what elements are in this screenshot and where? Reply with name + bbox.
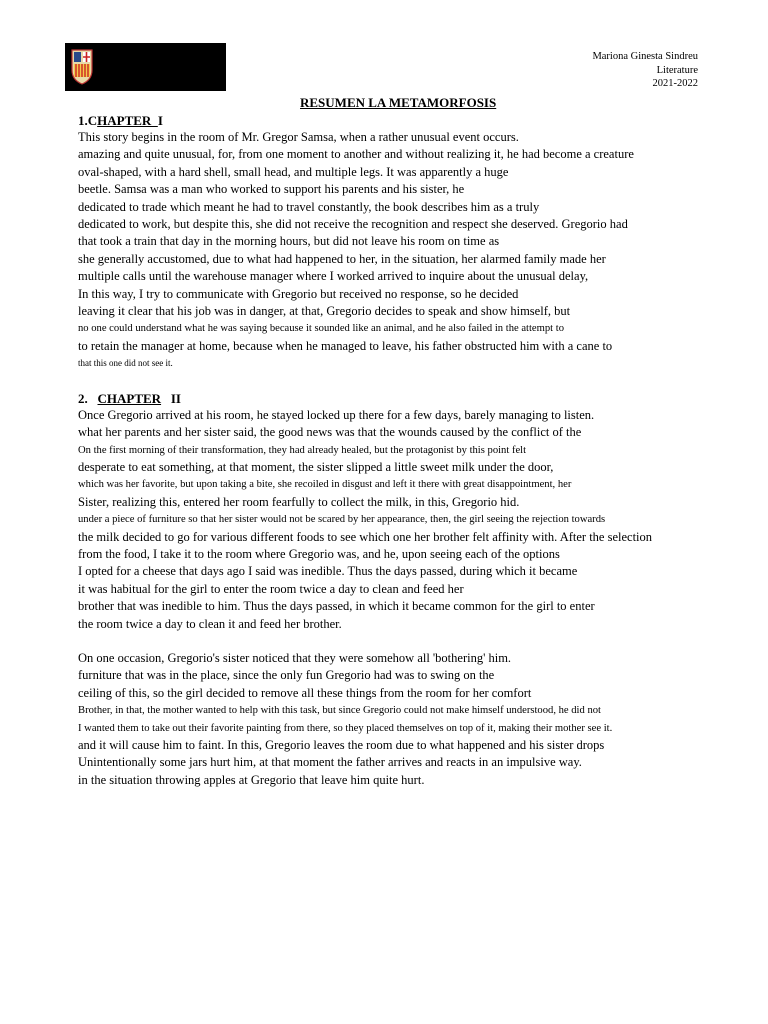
text-line: On the first morning of their transformation, they had already healed, but the protagonist by this point felt [78,444,527,456]
chapter-2-number: 2. [78,390,98,406]
text-line: which was her favorite, but upon taking a bite, she recoiled in disgust and left it there with great disappointment, her [78,479,572,491]
chapter-2-paragraph-2 [78,650,690,789]
text-line: that this one did not see it. [78,358,173,369]
text-line: the room twice a day to clean it and feed her brother. [78,616,342,631]
crest-icon [69,46,95,86]
chapter-1-heading [78,112,690,129]
text-line: she generally accustomed, due to what had happened to her, in the situation, her alarmed family made her [78,251,606,266]
text-line: desperate to eat something, at that moment, the sister slipped a little sweet milk under the door, [78,459,554,474]
text-line: ceiling of this, so the girl decided to remove all these things from the room for her comfort [78,685,532,700]
chapter-1-roman: I [157,113,163,128]
text-line: I wanted them to take out their favorite painting from there, so they placed themselves on top of it, making their mother see it. [78,722,613,734]
text-line: no one could understand what he was saying because it sounded like an animal, and he also failed in the attempt to [78,323,564,335]
chapter-1-label: HAPTER [97,113,158,128]
text-line: amazing and quite unusual, for, from one moment to another and without realizing it, he had become a creature [78,147,634,162]
text-line: In this way, I try to communicate with Gregorio but received no response, so he decided [78,286,519,301]
text-line: to retain the manager at home, because when he managed to leave, his father obstructed him with a cane to [78,338,613,353]
text-line: dedicated to trade which meant he had to travel constantly, the book describes him as a truly [78,199,540,214]
text-line: Sister, realizing this, entered her room fearfully to collect the milk, in this, Gregorio hid. [78,494,520,509]
text-line: and it will cause him to faint. In this, Gregorio leaves the room due to what happened and his sister drops [78,738,605,752]
chapter-1-number: 1.C [78,113,98,128]
text-line: from the food, I take it to the room where Gregorio was, and he, upon seeing each of the options [78,546,560,561]
text-line: furniture that was in the place, since the only fun Gregorio had was to swing on the [78,668,495,683]
text-line: This story begins in the room of Mr. Gregor Samsa, when a rather unusual event occurs. [78,130,519,144]
text-line: under a piece of furniture so that her sister would not be scared by her appearance, then, the girl seeing the rejection towards [78,514,606,526]
text-line: that took a train that day in the morning hours, but did not leave his room on time as [78,234,500,249]
text-line: Brother, in that, the mother wanted to help with this task, but since Gregorio could not make himself understood, he did not [78,705,601,717]
text-line: brother that was inedible to him. Thus the days passed, in which it became common for the girl to enter [78,599,595,614]
chapter-2-roman: II [161,390,181,406]
document-title: RESUMEN LA METAMORFOSIS [300,95,497,110]
school-logo [65,43,226,91]
text-line: it was habitual for the girl to enter the room twice a day to clean and feed her [78,581,464,596]
document-body [78,112,690,789]
document-header [592,50,698,91]
text-line: what her parents and her sister said, the good news was that the wounds caused by the conflict of the [78,425,582,440]
text-line: beetle. Samsa was a man who worked to support his parents and his sister, he [78,182,465,197]
text-line: leaving it clear that his job was in danger, at that, Gregorio decides to speak and show himself, but [78,304,571,319]
text-line: in the situation throwing apples at Gregorio that leave him quite hurt. [78,772,425,787]
text-line: Once Gregorio arrived at his room, he stayed locked up there for a few days, barely managing to listen. [78,407,595,422]
text-line: the milk decided to go for various different foods to see which one her brother felt affinity with. After the selection [78,529,653,544]
author-name: Mariona Ginesta Sindreu [592,51,698,62]
chapter-1-text [78,129,690,373]
text-line: On one occasion, Gregorio's sister noticed that they were somehow all 'bothering' him. [78,650,512,665]
chapter-2-text [78,407,690,633]
school-year: 2021-2022 [652,78,698,89]
chapter-2-heading [78,390,690,407]
chapter-2-label: CHAPTER [97,390,162,406]
text-line: Unintentionally some jars hurt him, at that moment the father arrives and reacts in an impulsive way. [78,755,582,770]
text-line: dedicated to work, but despite this, she did not receive the recognition and respect she deserved. Gregorio had [78,217,628,232]
text-line: oval-shaped, with a hard shell, small head, and multiple legs. It was apparently a huge [78,164,509,179]
subject: Literature [656,64,698,76]
text-line: I opted for a cheese that days ago I said was inedible. Thus the days passed, during which it became [78,564,578,579]
text-line: multiple calls until the warehouse manager where I worked arrived to inquire about the unusual delay, [78,269,589,284]
